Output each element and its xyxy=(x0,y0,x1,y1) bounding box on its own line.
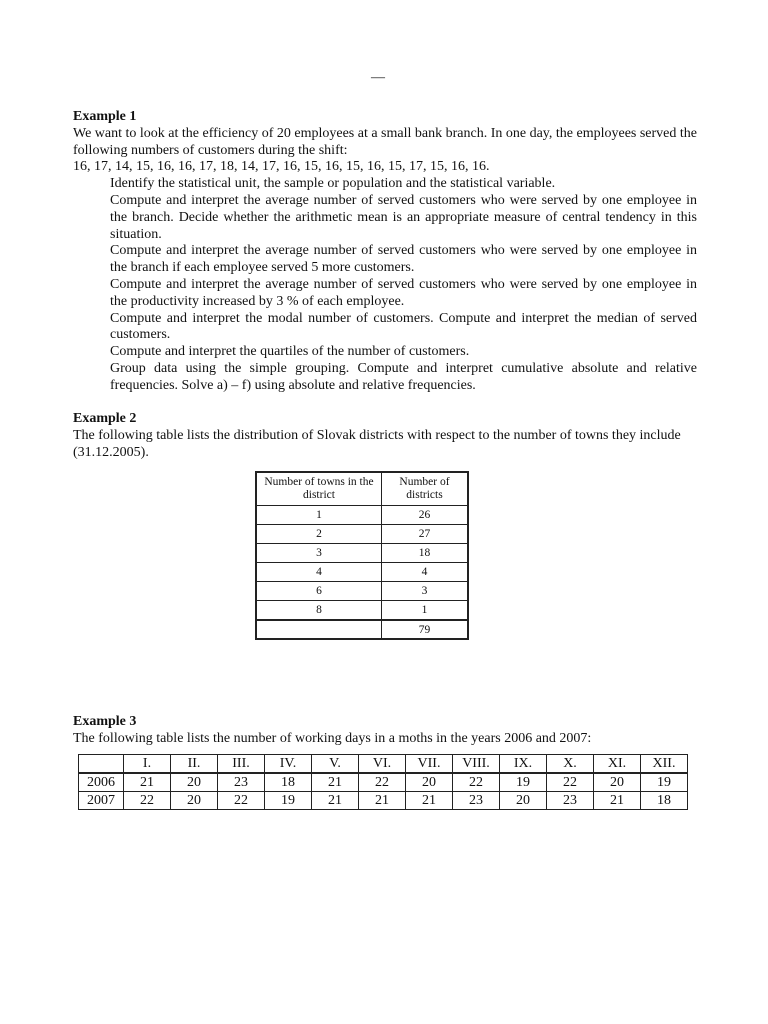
table-cell: 22 xyxy=(359,773,406,792)
year-cell: 2006 xyxy=(79,773,124,792)
month-header: II. xyxy=(171,755,218,774)
example-1-section xyxy=(73,109,697,395)
table-cell: 22 xyxy=(218,792,265,810)
table-row xyxy=(256,601,468,621)
table-cell: 1 xyxy=(382,601,469,621)
example-2-section xyxy=(73,411,697,461)
table-cell: 19 xyxy=(265,792,312,810)
table-cell: 6 xyxy=(256,582,382,601)
month-header: VIII. xyxy=(453,755,500,774)
table-cell: 4 xyxy=(256,563,382,582)
page-header-dash: — xyxy=(371,70,385,85)
table-cell: 21 xyxy=(124,773,171,792)
table-cell: 3 xyxy=(382,582,469,601)
table-cell: 8 xyxy=(256,601,382,621)
task-item: Compute and interpret the average number of served customers who were served by one employee in the branch if each employee served 5 more customers. xyxy=(110,243,697,276)
table-row xyxy=(256,506,468,525)
table-cell: 4 xyxy=(382,563,469,582)
table-cell: 1 xyxy=(256,506,382,525)
month-header: X. xyxy=(547,755,594,774)
table-cell: 2 xyxy=(256,525,382,544)
example-2-intro: The following table lists the distribution of Slovak districts with respect to the number of towns they include (31.12.2005). xyxy=(73,427,681,460)
task-item: Compute and interpret the quartiles of the number of customers. xyxy=(110,344,470,360)
table-cell: 18 xyxy=(265,773,312,792)
table-row xyxy=(256,582,468,601)
table-cell: 23 xyxy=(218,773,265,792)
table-cell: 20 xyxy=(171,792,218,810)
example-1-data-line: 16, 17, 14, 15, 16, 16, 17, 18, 14, 17, 16, 15, 16, 15, 16, 15, 17, 15, 16, 16. xyxy=(73,159,490,175)
table-cell: 26 xyxy=(382,506,469,525)
table-cell: 21 xyxy=(406,792,453,810)
table-cell: 20 xyxy=(406,773,453,792)
month-header: VII. xyxy=(406,755,453,774)
month-header: III. xyxy=(218,755,265,774)
table-cell: 3 xyxy=(256,544,382,563)
table-cell: 21 xyxy=(594,792,641,810)
example-3-section xyxy=(73,714,697,748)
table-row xyxy=(79,773,688,792)
table-cell: 19 xyxy=(500,773,547,792)
total-value-cell: 79 xyxy=(382,620,469,639)
table-cell: 23 xyxy=(453,792,500,810)
example-1-heading: Example 1 xyxy=(73,109,137,124)
table-header-row xyxy=(256,472,468,506)
year-cell: 2007 xyxy=(79,792,124,810)
table-cell: 27 xyxy=(382,525,469,544)
task-item: Identify the statistical unit, the sample or population and the statistical variable. xyxy=(110,176,556,192)
example-3-heading: Example 3 xyxy=(73,714,137,729)
table-header-row xyxy=(79,755,688,774)
districts-table xyxy=(255,471,469,640)
month-header: IV. xyxy=(265,755,312,774)
month-header: I. xyxy=(124,755,171,774)
example-1-task-list xyxy=(73,176,697,394)
table-cell: 20 xyxy=(500,792,547,810)
table-cell: 22 xyxy=(124,792,171,810)
example-2-heading: Example 2 xyxy=(73,411,137,426)
corner-cell xyxy=(79,755,124,774)
total-label-cell xyxy=(256,620,382,639)
table-cell: 20 xyxy=(594,773,641,792)
task-item: Compute and interpret the modal number of customers. Compute and interpret the median of served customers. xyxy=(110,310,697,343)
working-days-table xyxy=(78,754,688,810)
table-cell: 22 xyxy=(547,773,594,792)
month-header: V. xyxy=(312,755,359,774)
table-cell: 22 xyxy=(453,773,500,792)
month-header: VI. xyxy=(359,755,406,774)
example-3-intro: The following table lists the number of working days in a moths in the years 2006 and 2007: xyxy=(73,730,592,746)
example-1-intro: We want to look at the efficiency of 20 employees at a small bank branch. In one day, the employees served the following numbers of customers during the shift: xyxy=(73,125,697,158)
task-item: Group data using the simple grouping. Compute and interpret cumulative absolute and relative frequencies. Solve a) – f) using absolute and relative frequencies. xyxy=(110,360,697,393)
table-total-row xyxy=(256,620,468,639)
table-cell: 21 xyxy=(312,773,359,792)
table-row xyxy=(79,792,688,810)
task-item: Compute and interpret the average number of served customers who were served by one employee in the productivity increased by 3 % of each employee. xyxy=(110,276,697,309)
month-header: IX. xyxy=(500,755,547,774)
table-row xyxy=(256,563,468,582)
column-header-towns: Number of towns in the district xyxy=(256,472,382,506)
table-cell: 18 xyxy=(382,544,469,563)
table-cell: 23 xyxy=(547,792,594,810)
month-header: XI. xyxy=(594,755,641,774)
table-cell: 18 xyxy=(641,792,688,810)
table-cell: 20 xyxy=(171,773,218,792)
table-cell: 21 xyxy=(359,792,406,810)
table-cell: 21 xyxy=(312,792,359,810)
task-item: Compute and interpret the average number of served customers who were served by one employee in the branch. Decide whether the arithmetic mean is an appropriate measure of central tendency in this situation. xyxy=(110,192,697,242)
month-header: XII. xyxy=(641,755,688,774)
column-header-districts: Number of districts xyxy=(382,472,469,506)
table-cell: 19 xyxy=(641,773,688,792)
table-row xyxy=(256,525,468,544)
table-row xyxy=(256,544,468,563)
